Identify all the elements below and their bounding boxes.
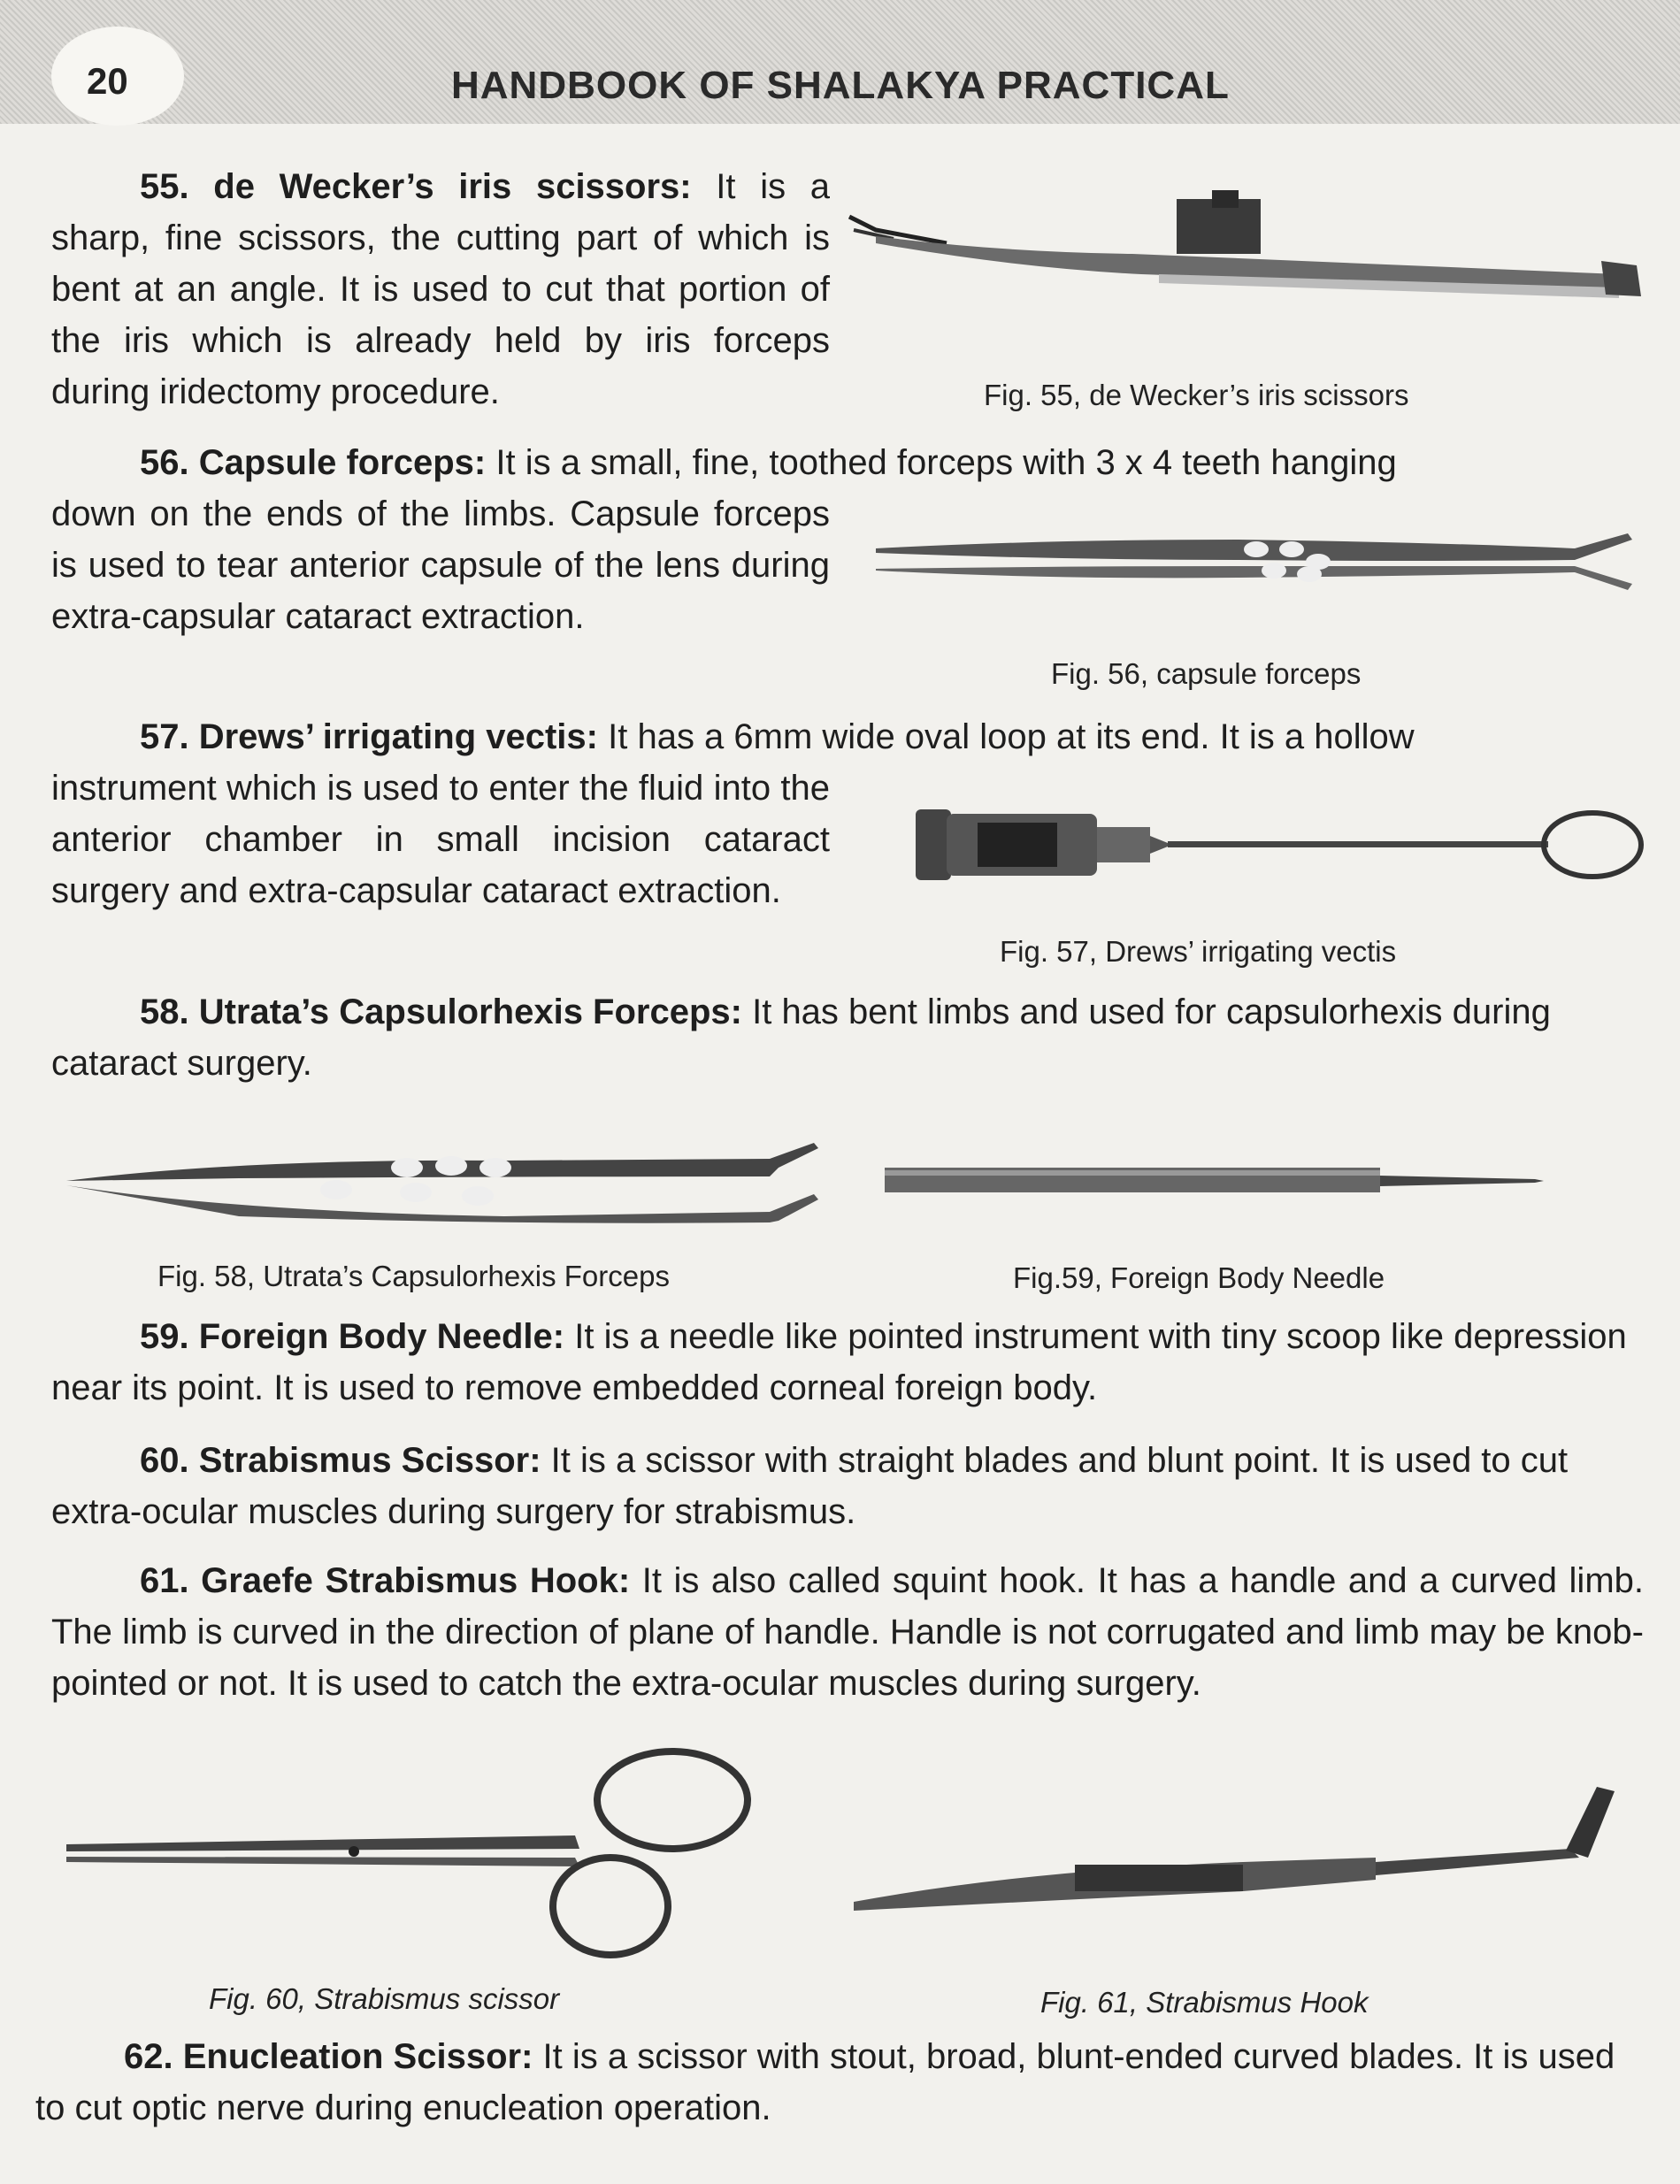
item-61-title: 61. Graefe Strabismus Hook: [140, 1561, 631, 1600]
item-58 [51, 986, 1644, 1089]
item-57-line2 [51, 762, 830, 916]
page-number: 20 [87, 60, 128, 102]
item-59-body: It is a needle like pointed instrument with tiny scoop like depression near its point. It is used to remove embedded corneal foreign body. [51, 1317, 1627, 1407]
item-55-title: 55. de Wecker’s iris scissors: [140, 167, 692, 206]
item-61-body: It is also called squint hook. It has a handle and a curved limb. The limb is curved in the direction of plane of handle. Handle is not corrugated and limb may be knob-pointed or not. It is used to catch the extra-ocular muscles during surgery. [51, 1561, 1645, 1703]
item-60-title: 60. Strabismus Scissor: [140, 1441, 541, 1480]
figure-55-caption: Fig. 55, de Wecker’s iris scissors [984, 379, 1409, 411]
item-62 [35, 2031, 1645, 2134]
item-56-line1 [51, 437, 1644, 488]
item-55 [51, 161, 830, 418]
item-58-body: It has bent limbs and used for capsulorhexis during cataract surgery. [51, 992, 1551, 1083]
item-59 [51, 1311, 1644, 1414]
item-57-body: It has a 6mm wide oval loop at its end. It is a hollow [598, 717, 1415, 756]
figure-59-foreign-body-needle [880, 1154, 1553, 1207]
item-56-title: 56. Capsule forceps: [140, 443, 487, 482]
item-57-body2: instrument which is used to enter the fluid into the anterior chamber in small incision cataract surgery and extra-capsular cataract extraction. [51, 769, 830, 910]
item-59-title: 59. Foreign Body Needle: [140, 1317, 565, 1356]
figure-59-caption: Fig.59, Foreign Body Needle [1013, 1261, 1385, 1294]
item-60-body: It is a scissor with straight blades and blunt point. It is used to cut extra-ocular muscles during surgery for strabismus. [51, 1441, 1569, 1531]
item-58-title: 58. Utrata’s Capsulorhexis Forceps: [140, 992, 742, 1031]
running-head: HANDBOOK OF SHALAKYA PRACTICAL [451, 64, 1230, 107]
figure-56-caption: Fig. 56, capsule forceps [1051, 657, 1362, 690]
item-62-title: 62. Enucleation Scissor: [124, 2037, 533, 2076]
figure-60-caption: Fig. 60, Strabismus scissor [209, 1982, 560, 2015]
figure-58-capsulorhexis-forceps [62, 1141, 832, 1238]
item-56-line2 [51, 488, 830, 642]
figure-56-capsule-forceps [867, 517, 1645, 615]
figure-60-strabismus-scissor [62, 1747, 770, 1968]
item-55-body: It is a sharp, fine scissors, the cutting part of which is bent at an angle. It is used to cut that portion of the iris which is already held by iris forceps during iridectomy procedure. [51, 167, 830, 411]
item-57-title: 57. Drews’ irrigating vectis: [140, 717, 598, 756]
item-61 [51, 1555, 1644, 1709]
item-56-body2: down on the ends of the limbs. Capsule forceps is used to tear anterior capsule of the lens during extra-capsular cataract extraction. [51, 494, 830, 636]
figure-57-irrigating-vectis [911, 792, 1654, 898]
figure-57-caption: Fig. 57, Drews’ irrigating vectis [1000, 935, 1397, 968]
figure-61-caption: Fig. 61, Strabismus Hook [1040, 1986, 1369, 2019]
figure-61-strabismus-hook [845, 1769, 1641, 1964]
item-60 [51, 1435, 1644, 1537]
figure-58-caption: Fig. 58, Utrata’s Capsulorhexis Forceps [157, 1260, 670, 1292]
figure-55-iris-scissors [840, 190, 1654, 323]
item-57-line1 [51, 711, 1644, 762]
item-62-body: It is a scissor with stout, broad, blunt-ended curved blades. It is used to cut optic nerve during enucleation operation. [35, 2037, 1615, 2127]
item-56-body: It is a small, fine, toothed forceps with 3 x 4 teeth hanging [486, 443, 1397, 482]
